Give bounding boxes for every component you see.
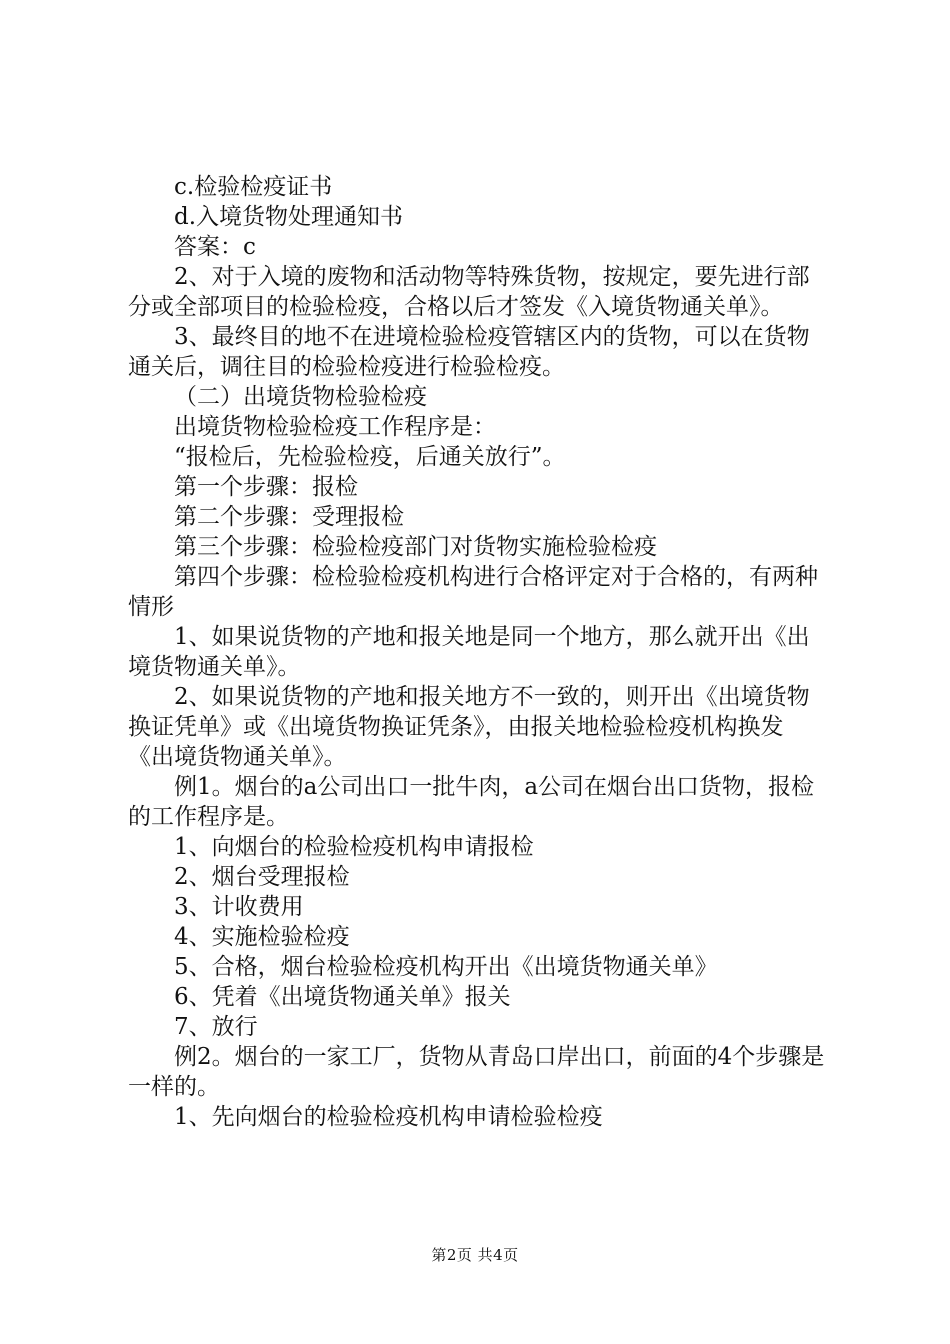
example-1: 例1。烟台的a公司出口一批牛肉，a公司在烟台出口货物，报检的工作程序是。 xyxy=(128,774,815,830)
example-1-item-2: 2、烟台受理报检 xyxy=(174,864,350,890)
page-number-footer: 第2页 共4页 xyxy=(431,1246,519,1264)
example-1-item-4: 4、实施检验检疫 xyxy=(174,924,350,950)
answer-line: 答案：c xyxy=(174,234,256,260)
option-c: c.检验检疫证书 xyxy=(174,174,333,200)
example-2-item-1: 1、先向烟台的检验检疫机构申请检验检疫 xyxy=(174,1104,603,1130)
step-3: 第三个步骤：检验检疫部门对货物实施检验检疫 xyxy=(174,534,657,560)
step-2: 第二个步骤：受理报检 xyxy=(174,504,404,530)
section-heading-export: （二）出境货物检验检疫 xyxy=(174,384,427,410)
paragraph-special-goods: 2、对于入境的废物和活动物等特殊货物，按规定，要先进行部分或全部项目的检验检疫，合格以后才签发《入境货物通关单》。 xyxy=(128,264,810,320)
procedure-quote: “报检后，先检验检疫，后通关放行”。 xyxy=(174,444,566,470)
example-1-item-6: 6、凭着《出境货物通关单》报关 xyxy=(174,984,511,1010)
step-4: 第四个步骤：检检验检疫机构进行合格评定对于合格的，有两种情形 xyxy=(128,564,818,620)
example-1-item-1: 1、向烟台的检验检疫机构申请报检 xyxy=(174,834,534,860)
example-1-item-7: 7、放行 xyxy=(174,1014,258,1040)
case-2: 2、如果说货物的产地和报关地方不一致的，则开出《出境货物换证凭单》或《出境货物换证凭条》，由报关地检验检疫机构换发《出境货物通关单》。 xyxy=(128,684,810,770)
document-body xyxy=(128,172,828,1132)
example-1-item-3: 3、计收费用 xyxy=(174,894,304,920)
example-1-item-5: 5、合格，烟台检验检疫机构开出《出境货物通关单》 xyxy=(174,954,718,980)
step-1: 第一个步骤：报检 xyxy=(174,474,358,500)
paragraph-destination: 3、最终目的地不在进境检验检疫管辖区内的货物，可以在货物通关后，调往目的检验检疫进行检验检疫。 xyxy=(128,324,810,380)
case-1: 1、如果说货物的产地和报关地是同一个地方，那么就开出《出境货物通关单》。 xyxy=(128,624,810,680)
procedure-intro: 出境货物检验检疫工作程序是： xyxy=(174,414,496,440)
example-2: 例2。烟台的一家工厂，货物从青岛口岸出口，前面的4个步骤是一样的。 xyxy=(128,1044,825,1100)
option-d: d.入境货物处理通知书 xyxy=(174,204,404,230)
